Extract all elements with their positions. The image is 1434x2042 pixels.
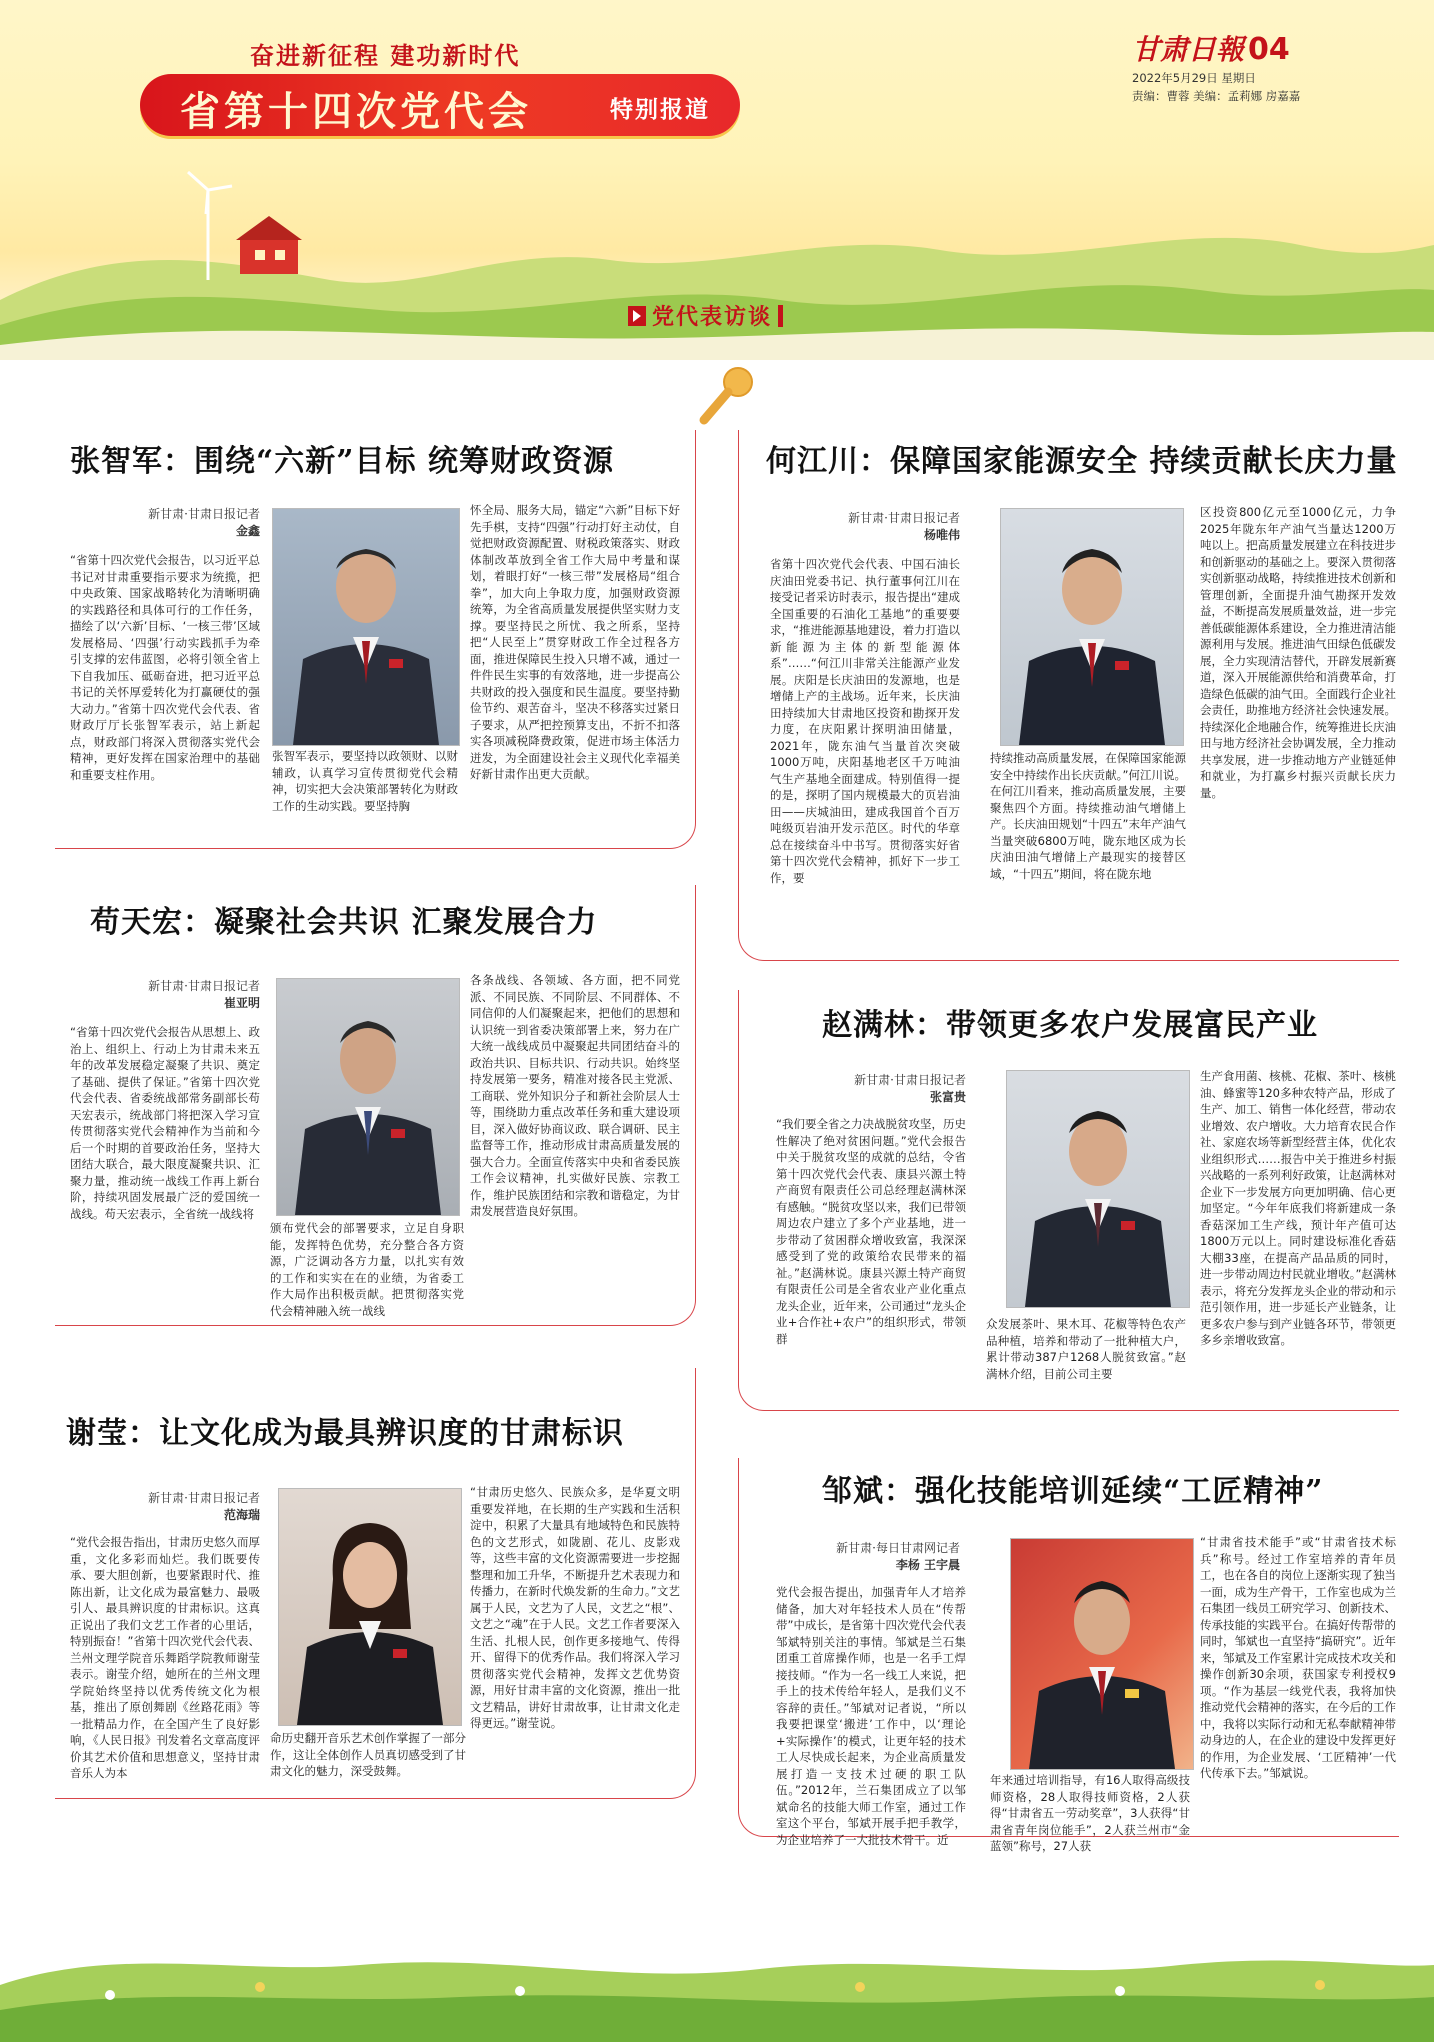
headline-zhao: 赵满林：带领更多农户发展富民产业: [822, 1008, 1318, 1043]
article-body-col3: “甘肃历史悠久、民族众多，是华夏文明重要发祥地，在长期的生产实践和生活积淀中，积累了大量具有地域特色和民族特色的文艺形式，如陇剧、花儿、皮影戏等，这些丰富的文化资源需要进一步挖掘整理和加工升华，不断提升艺术表现力和传播力，在新时代焕发新的生命力。”文艺属于人民，文艺为了人民，文艺之“根”、文艺之“魂”在于人民。文艺工作者要深入生活、扎根人民，创作更多接地气、传得开、留得下的优秀作品。我们将深入学习贯彻落实党代会精神，发挥文艺优势资源，用好甘肃丰富的文化资源，推出一批文艺精品，讲好甘肃故事，让甘肃文化走得更远。”谢莹说。: [470, 1485, 680, 1730]
byline-reporter: 崔亚明: [223, 996, 260, 1010]
article-body-col1: “省第十四次党代会报告从思想上、政治上、组织上、行动上为甘肃未来五年的改革发展稳定凝聚了共识、奠定了基础、提供了保证。”省第十四次党代会代表、省委统战部常务副部长苟天宏表示，统战部门将把深入学习宣传贯彻落实党代会精神作为当前和今后一个时期的首要政治任务，坚持大团结大联合，最大限度凝聚共识、汇聚力量，推动统一战线工作再上新台阶，持续巩固发展最广泛的爱国统一战线。苟天宏表示，全省统一战线将: [70, 1025, 260, 1221]
article-body-col3: 各条战线、各领域、各方面，把不同党派、不同民族、不同阶层、不同群体、不同信仰的人们凝聚起来，把他们的思想和认识统一到省委决策部署上来，努力在广大统一战线成员中凝聚起共同团结奋斗的政治共识、目标共识、行动共识。始终坚持发展第一要务，精准对接各民主党派、工商联、党外知识分子和新社会阶层人士等，围绕助力重点改革任务和重大建设项目，深入做好协商议政、联合调研、民主监督等工作，推动形成甘肃高质量发展的强大合力。全面宣传落实中央和省委民族工作会议精神，扎实做好民族、宗教工作，维护民族团结和宗教和谐稳定，为甘肃发展营造良好氛围。: [470, 973, 680, 1218]
headline-xie: 谢莹：让文化成为最具辨识度的甘肃标识: [66, 1416, 624, 1451]
article-body-col1: “我们要全省之力决战脱贫攻坚，历史性解决了绝对贫困问题。”党代会报告中关于脱贫攻坚的成就的总结，令省第十四次党代会代表、康县兴源土特产商贸有限责任公司总经理赵满林深有感触。“脱贫攻坚以来，我们已带领周边农户建立了多个产业基地，进一步带动了贫困群众增收致富，我深深感受到了党的政策给农民带来的福祉。”赵满林说。康县兴源土特产商贸有限责任公司是全省农业产业化重点龙头企业，近年来，公司通过“龙头企业+合作社+农户”的组织形式，带领群: [776, 1117, 966, 1346]
article-body-col3: “甘肃省技术能手”或“甘肃省技术标兵”称号。经过工作室培养的青年员工，也在各自的岗位上逐渐实现了独当一面，成为生产骨干，工作室也成为兰石集团一线员工研究学习、创新技术、传承技能的实践平台。在搞好传帮带的同时，邹斌也一直坚持“搞研究”。近年来，邹斌及工作室累计完成技术攻关和操作创新30余项，获国家专利授权9项。“作为基层一线党代表，我将加快推动党代会精神的落实，在今后的工作中，我将以实际行动和无私奉献精神带动身边的人，在企业的建设中发挥更好的作用，为企业发展、‘工匠精神’一代代传承下去。”邹斌说。: [1200, 1535, 1396, 1780]
byline-xie: [70, 1490, 260, 1524]
special-report-banner: [140, 74, 740, 136]
byline-gou: [70, 978, 260, 1012]
article-body-col3: 生产食用菌、核桃、花椒、茶叶、核桃油、蜂蜜等120多种农特产品，形成了生产、加工、销售一体化经营，带动农业增效、农户增收。大力培育农民合作社、家庭农场等新型经营主体，优化农业组织形式……报告中关于推进乡村振兴战略的一系列利好政策，让赵满林对企业下一步发展方向更加明确、信心更加坚定。“今年年底我们将新建成一条香菇深加工生产线，预计年产值可达1800万元以上。同时建设标准化香菇大棚33座，在提高产品品质的同时，进一步带动周边村民就业增收。”赵满林表示，将充分发挥龙头企业的带动和示范引领作用，进一步延长产业链条，让更多农户参与到产业链各环节，带领更多乡亲增收致富。: [1200, 1069, 1396, 1347]
byline-label: 新甘肃·甘肃日报记者: [854, 1073, 966, 1087]
section-tag: [628, 300, 783, 331]
article-body-col1: 省第十四次党代会代表、中国石油长庆油田党委书记、执行董事何江川在接受记者采访时表示，报告提出“建成全国重要的石油化工基地”的重要要求，“推进能源基地建设，着力打造以新能源为主体的新型能源体系”……“何江川非常关注能源产业发展。庆阳是长庆油田的发源地，也是增储上产的主战场。近年来，长庆油田持续加大甘肃地区投资和勘探开发力度，在庆阳累计探明油田储量，2021年，陇东油气当量首次突破1000万吨，庆阳基地老区千万吨油气生产基地全面建成。特别值得一提的是，探明了国内规模最大的页岩油田——庆城油田，建成我国首个百万吨级页岩油开发示范区。时代的华章总在接续奋斗中书写。贯彻落实好省第十四次党代会精神，抓好下一步工作，要: [770, 557, 960, 885]
article-body-col1: “党代会报告指出，甘肃历史悠久而厚重，文化多彩而灿烂。我们既要传承、要大胆创新，也要紧跟时代、推陈出新，让文化成为最富魅力、最吸引人、最具辨识度的甘肃标识。这真正说出了我们文艺工作者的心里话，特别振奋！”省第十四次党代会代表、兰州文理学院音乐舞蹈学院教师谢莹表示。谢莹介绍，她所在的兰州文理学院始终坚持以优秀传统文化为根基，推出了原创舞剧《丝路花雨》等一批精品力作，在全国产生了良好影响，《人民日报》刊发着名文章高度评价其艺术价值和思想意义，坚持甘肃音乐人为本: [70, 1535, 260, 1780]
photo-caption-zou: 年来通过培训指导，有16人取得高级技师资格，28人取得技师资格，2人获得“甘肃省五一劳动奖章”，3人获得“甘肃省青年岗位能手”，2人获兰州市“金蓝领”称号，27人获: [990, 1773, 1190, 1853]
portrait-photo-he: [1000, 508, 1184, 746]
paper-info: [1132, 28, 1322, 104]
article-body-col1: 党代会报告提出，加强青年人才培养储备，加大对年轻技术人员在“传帮带”中成长，是省第十四次党代会代表邹斌特别关注的事情。邹斌是兰石集团重工首席操作师，也是一名手工焊接技师。“作为一名一线工人来说，把手上的技术传给年轻人，是我们义不容辞的责任。”邹斌对记者说，“所以我要把课堂‘搬进’工作中，以‘理论+实际操作’的模式，让更年轻的技术工人尽快成长起来，为企业高质量发展打造一支技术过硬的职工队伍。”2012年，兰石集团成立了以邹斌命名的技能大师工作室，通过工作室这个平台，邹斌开展手把手教学，为企业培养了一大批技术骨干。近: [776, 1585, 966, 1847]
byline-reporter: 范海瑞: [223, 1508, 260, 1522]
portrait-photo-zhao: [1006, 1070, 1190, 1308]
photo-caption-xie: 命历史翻开音乐艺术创作掌握了一部分作，这让全体创作人员真切感受到了甘肃文化的魅力，深受鼓舞。: [270, 1731, 466, 1778]
byline-reporter: 张富贵: [929, 1090, 966, 1104]
editors-line: 责编：曹蓉 美编：孟莉娜 房嘉嘉: [1132, 89, 1301, 103]
portrait-photo-xie: [278, 1488, 462, 1726]
byline-zhang: [70, 506, 260, 540]
section-tag-label: 党代表访谈: [652, 305, 773, 330]
page-number: 04: [1248, 32, 1290, 67]
byline-label: 新甘肃·甘肃日报记者: [148, 979, 260, 993]
play-arrow-icon: [628, 306, 646, 326]
article-body-col1: “省第十四次党代会报告，以习近平总书记对甘肃重要指示要求为统揽，把中央政策、国家战略转化为清晰明确的实践路径和具体可行的工作任务，描绘了以‘六新’目标、‘一核三带’区域发展格局、‘四强’行动实践抓手为牵引支撑的宏伟蓝图，必将引领全省上下自我加压、砥砺奋进，把习近平总书记的关怀厚爱转化为打赢硬仗的强大动力。”省第十四次党代会代表、省财政厅厅长张智军表示，站上新起点，财政部门将深入贯彻落实党代会精神，更好发挥在国家治理中的基础和重要支柱作用。: [70, 553, 260, 782]
byline-reporter: 李杨 王宇晨: [895, 1558, 960, 1572]
portrait-photo-zhang: [272, 508, 460, 746]
photo-caption-he: 持续推动高质量发展，在保障国家能源安全中持续作出长庆贡献。”何江川说。在何江川看来，推动高质量发展，主要聚焦四个方面。持续推动油气增储上产。长庆油田规划“十四五”末年产油气当量突破6800万吨，陇东地区成为长庆油田油气增储上产最现实的接替区域，“十四五”期间，将在陇东地: [990, 751, 1186, 881]
byline-label: 新甘肃·每日甘肃网记者: [836, 1541, 960, 1555]
portrait-photo-gou: [276, 978, 460, 1216]
slogan: 奋进新征程 建功新时代: [250, 42, 521, 70]
byline-zhao: [776, 1072, 966, 1106]
article-body-col3: 区投资800亿元至1000亿元，力争2025年陇东年产油气当量达1200万吨以上。把高质量发展建立在科技进步和创新驱动的基础之上。要深入贯彻落实创新驱动战略，持续推进技术创新和管理创新，全面提升油气勘探开发效益，不断提高发展质量效益，进一步完善低碳能源体系建设，全力推进清洁能源利用与发展。推进油气田绿色低碳发展，全力实现清洁替代，开辟发展新赛道，深入开展能源供给和消费革命，打造绿色低碳的油气田。全面践行企业社会责任，助推地方经济社会快速发展。持续深化企地融合作，统筹推进长庆油田与地方经济社会协调发展，全力推动共享发展，进一步推动地方产业链延伸和就业，为打赢乡村振兴贡献长庆力量。: [1200, 505, 1396, 800]
headline-zhang: 张智军：围绕“六新”目标 统筹财政资源: [70, 444, 614, 479]
byline-label: 新甘肃·甘肃日报记者: [148, 1491, 260, 1505]
headline-gou: 苟天宏：凝聚社会共识 汇聚发展合力: [90, 905, 598, 940]
publish-date: 2022年5月29日 星期日: [1132, 71, 1256, 85]
photo-caption-zhang: 张智军表示，要坚持以政领财、以财辅政，认真学习宣传贯彻党代会精神，切实把大会决策部署转化为财政工作的生动实践。要坚持胸: [272, 749, 458, 813]
byline-reporter: 杨唯伟: [923, 528, 960, 542]
photo-caption-zhao: 众发展茶叶、果木耳、花椒等特色农产品种植，培养和带动了一批种植大户，累计带动387户1268人脱贫致富。”赵满林介绍，目前公司主要: [986, 1317, 1186, 1381]
microphone-icon: [690, 362, 760, 432]
headline-he: 何江川：保障国家能源安全 持续贡献长庆力量: [766, 444, 1398, 479]
byline-reporter: 金鑫: [235, 524, 260, 538]
byline-label: 新甘肃·甘肃日报记者: [848, 511, 960, 525]
banner-subtitle: 特别报道: [610, 97, 710, 123]
portrait-photo-zou: [1010, 1538, 1194, 1770]
byline-label: 新甘肃·甘肃日报记者: [148, 507, 260, 521]
photo-caption-gou: 颁布党代会的部署要求，立足自身职能，发挥特色优势，充分整合各方资源，广泛调动各方力量，以扎实有效的工作和实实在在的业绩，为省委工作大局作出积极贡献。把贯彻落实党代会精神融入统一战线: [270, 1221, 464, 1318]
byline-zou: [770, 1540, 960, 1574]
tag-bar-divider: [778, 305, 783, 327]
masthead: [0, 0, 1434, 360]
byline-he: [770, 510, 960, 544]
banner-title: 省第十四次党代会: [180, 89, 532, 135]
article-body-col3: 怀全局、服务大局，锚定“六新”目标下好先手棋，支持“四强”行动打好主动仗，自觉把财政资源配置、财税政策落实、财政体制改革放到全省工作大局中考量和谋划，着眼打好“一核三带”发展格局“组合拳”，加大向上争取力度，加强财政资源统筹，为全省高质量发展提供坚实财力支撑。要坚持民之所忧、我之所系，坚持把“人民至上”贯穿财政工作全过程各方面，推进保障民生投入只增不减，通过一件件民生实事的有效落地，进一步提高公共财政的投入强度和民生温度。要坚持勤俭节约、艰苦奋斗，坚决不移落实过紧日子要求，从严把控预算支出，不折不扣落实各项减税降费政策，促进市场主体活力迸发，为全面建设社会主义现代化幸福美好新甘肃作出更大贡献。: [470, 503, 680, 781]
grass-decoration: [0, 1925, 1434, 2042]
headline-zou: 邹斌：强化技能培训延续“工匠精神”: [822, 1474, 1324, 1509]
paper-logo: 甘肃日報: [1132, 33, 1245, 66]
